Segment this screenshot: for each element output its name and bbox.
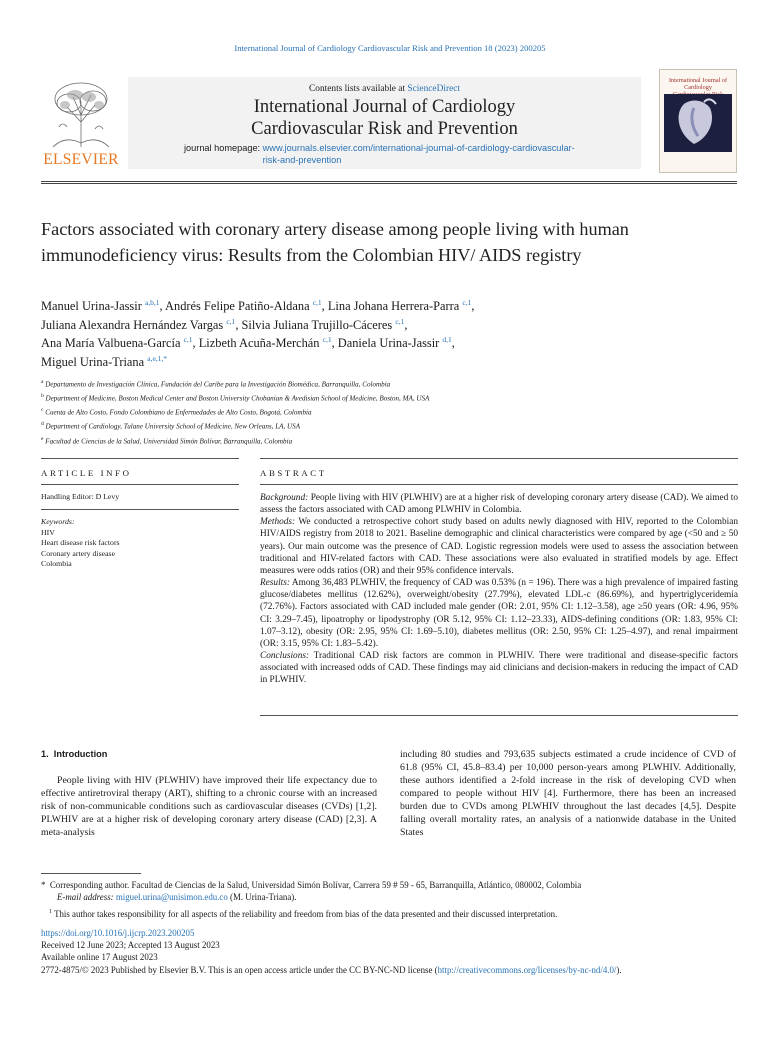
license-line: 2772-4875/© 2023 Published by Elsevier B.V. This is an open access article under the CC BY-NC-ND license (http://creativecommons.org/licenses/by-nc-nd/4.0/). [41,964,622,975]
article-info-rule [41,484,239,485]
homepage-link[interactable]: www.journals.elsevier.com/international-journal-of-cardiology-cardiovascular-risk-and-prevention [262,143,575,165]
available-online: Available online 17 August 2023 [41,952,158,963]
abstract-body [260,492,738,687]
keyword: Coronary artery disease [41,548,116,558]
body-right-column [400,748,736,839]
section-heading: 1. Introduction [41,749,108,759]
article-title: Factors associated with coronary artery disease among people living with human immunodeficiency virus: Results from the Colombian HIV/ AIDS registry [41,219,629,265]
author[interactable]: Daniela Urina-Jassir $^{d,1}$, [337,334,455,350]
author[interactable]: Lizbeth Acuña-Merchán $^{c,1}$, [198,334,338,350]
keywords-rule [41,509,239,510]
abstract-top-rule [260,458,738,459]
keywords-label: Keywords: [41,517,75,526]
article-info-top-rule [41,458,239,459]
affiliation: $^d$ Department of Cardiology, Tulane University School of Medicine, New Orleans, LA, USA [41,421,301,431]
abstract-bottom-rule [260,715,738,716]
affiliation: $^e$ Facultad de Ciencias de la Salud, Universidad Simón Bolívar, Barranquilla, Colombia [41,435,293,445]
author-list [41,297,721,371]
header-rule-2 [41,183,737,184]
affiliation: $^a$ Departamento de Investigación Clínica, Fundación del Caribe para la Investigación Biomédica, Barranquilla, Colombia [41,379,391,389]
journal-title [128,97,641,140]
contents-line [128,84,641,94]
elsevier-wordmark: ELSEVIER [43,151,119,168]
cover-title-line2: Cardiology [684,84,712,91]
keyword: Colombia [41,559,72,568]
article-info-heading: ARTICLE INFO [41,468,132,478]
abstract-rule [260,484,738,485]
abstract-background: Background: People living with HIV (PLWHIV) are at a higher risk of developing coronary artery disease (CAD). We aimed to assess the factors associated with CAD among PLWHIV in Colombia. [260,493,738,516]
homepage-label: journal homepage: [184,143,263,153]
elsevier-logo[interactable] [41,73,121,169]
keyword: Heart disease risk factors [41,538,120,547]
author[interactable]: Lina Johana Herrera-Parra $^{c,1}$, [327,297,475,313]
keywords-block [41,517,239,570]
handling-editor: Handling Editor: D Levy [41,492,120,501]
body-left-column [41,748,377,839]
contents-prefix: Contents lists available at [309,84,408,94]
intro-paragraph: People living with HIV (PLWHIV) have improved their life expectancy due to effective antiretroviral therapy (ART), shifting to a chronic course with an increased risk of non-communicable conditions such as cardiovascular diseases (CVDs) [1,2]. PLWHIV are at a higher risk of developing coronary artery disease (CAD) [2,3]. A meta-analysis [41,775,377,839]
header-rule [41,181,737,182]
author[interactable]: Silvia Juliana Trujillo-Cáceres $^{c,1}$, [241,316,408,332]
author[interactable]: Miguel Urina-Triana $^{a,e,1,*}$ [41,353,168,369]
email-link[interactable]: miguel.urina@unisimon.edu.co [115,892,228,903]
received-dates: Received 12 June 2023; Accepted 13 August 2023 [41,940,220,951]
corresponding-footnote: * Corresponding author. Facultad de Ciencias de la Salud, Universidad Simón Bolívar, Carrera 59 # 59 - 65, Barranquilla, Atlántico, 080002, Colombia E-mail address: miguel.urina@unisimon.edu.co (M. Urina-Triana). $^1$ This author takes responsibility for all aspects of the reliability and freedom from bias of the data presented and their discussed interpretation. [41,880,582,920]
affiliation: $^b$ Department of Medicine, Boston Medical Center and Boston University Chobanian & Avedisian School of Medicine, Boston, MA, USA [41,393,430,403]
abstract-results: Results: Among 36,483 PLWHIV, the frequency of CAD was 0.53% (n = 196). There was a high prevalence of impaired fasting glucose/diabetes mellitus (12.62%), overweight/obesity (27.79%), elevated LDL-c (86.69%), and hypertriglyceridemia (72.76%). Factors associated with CAD included male gender (OR: 2.01, 95% CI: 1.12–3.58), age ≥50 years (OR: 4.96, 95% CI: 3.29–7.45), lipoatrophy or lipodystrophy (OR 5.12, 95% CI: 1.12–23.33), AIDS-defining conditions (OR: 1.83, 95% CI: 1.07–3.12), obesity (OR: 2.95, 95% CI: 1.69–5.10), diabetes mellitus (OR: 2.50, 95% CI: 1.25–4.97), and renal impairment (OR: 3.15, 95% CI: 1.83–5.42). [260,578,738,649]
cover-title-line1: International Journal of [668,77,728,84]
affiliation-list [41,377,731,448]
journal-citation[interactable]: International Journal of Cardiology Cardiovascular Risk and Prevention 18 (2023) 200205 [234,43,546,53]
journal-masthead [41,73,737,169]
publication-info [41,927,741,976]
footnote-rule [41,873,141,874]
abstract-heading: ABSTRACT [260,468,327,478]
elsevier-tree-icon [45,77,117,151]
author[interactable]: Manuel Urina-Jassir $^{a,b,1}$, [41,297,166,313]
journal-banner [128,77,641,169]
heart-illustration-icon [664,94,732,152]
intro-paragraph-continued: including 80 studies and 793,635 subjects estimated a crude incidence of CVD of 61.8 (95% CI, 45.8–83.4) per 10,000 person-years among PLWHIV. Additionally, these authors identified a 2-fold increase in the risk of developing CVD when compared to people without HIV [4]. Furthermore, there has been an increased burden due to CVDs among PLWHIV throughout the last decades [4,5]. Despite falling overall mortality rates, an analysis of a nationwide database in the United States [400,749,736,839]
abstract-conclusions: Conclusions: Traditional CAD risk factors are common in PLWHIV. There were traditional and disease-specific factors associated with increased odds of CAD. These findings may aid clinicians and decision-makers in reducing the impact of CAD in PLWHIV. [260,651,738,686]
author[interactable]: Ana María Valbuena-García $^{c,1}$, [41,334,199,350]
journal-title-line1: International Journal of Cardiology [253,97,516,117]
abstract-methods: Methods: We conducted a retrospective cohort study based on adults newly diagnosed with HIV, reported to the Colombian HIV/AIDS registry from 2018 to 2021. Baseline demographic and clinical characteristics were compared by age (<50 and ≥ 50 years). Our main outcome was the presence of CAD. Logistic regression models were used to assess the association between traditional and HIV-related factors with CAD. These associations were also evaluated in stratified models by age. Effect measures were odds ratios (OR) and their 95% confidence intervals. [260,517,738,576]
sciencedirect-link[interactable]: ScienceDirect [407,84,460,94]
journal-cover-thumbnail[interactable] [659,69,737,173]
license-link[interactable]: http://creativecommons.org/licenses/by-nc-nd/4.0/ [437,964,617,975]
doi-link[interactable]: https://doi.org/10.1016/j.ijcrp.2023.200205 [41,928,195,938]
journal-homepage [184,142,583,166]
journal-title-line2: Cardiovascular Risk and Prevention [251,118,518,139]
author[interactable]: Andrés Felipe Patiño-Aldana $^{c,1}$, [165,297,328,313]
keyword: HIV [41,527,55,537]
author[interactable]: Juliana Alexandra Hernández Vargas $^{c,1}$, [41,316,242,332]
affiliation: $^c$ Cuenta de Alto Costo, Fondo Colombiano de Enfermedades de Alto Costo, Bogotá, Colombia [41,407,312,417]
